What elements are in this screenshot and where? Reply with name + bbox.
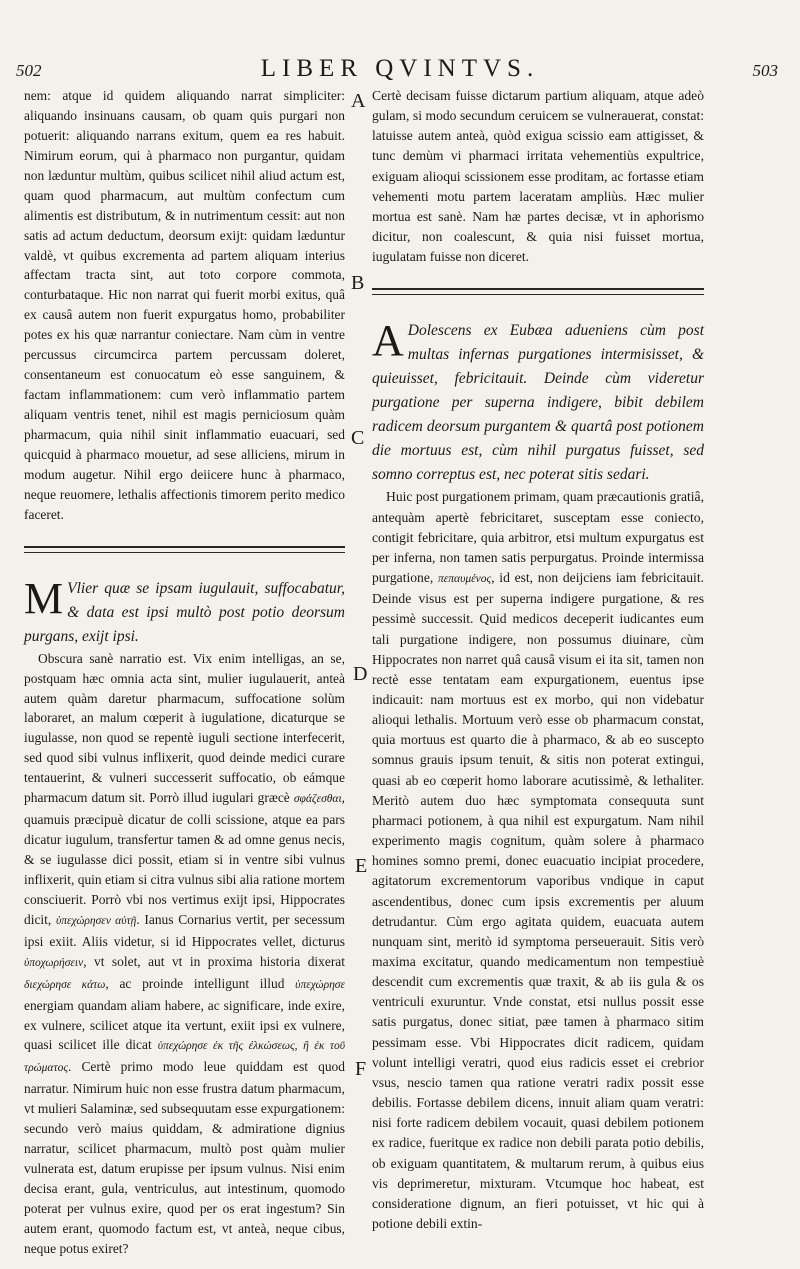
section-rule	[24, 541, 345, 561]
running-header	[14, 55, 786, 83]
drop-cap: A	[372, 316, 404, 366]
margin-marker-e: E	[355, 855, 368, 877]
greek-term: πεπαυμένος	[438, 573, 492, 586]
margin-marker-c: C	[351, 427, 365, 449]
margin-marker-d: D	[353, 663, 368, 685]
greek-term: ὑπεχώρησεν αὐτῇ	[55, 914, 137, 927]
lemma-body: Vlier quæ se ipsam iugulauit, suffocabatur, & data est ipsi multò post potio deorsum purgans, exijt ipsi.	[24, 579, 345, 645]
greek-term: σφάζεσθαι	[293, 793, 342, 806]
greek-term: διεχώρησε κάτω	[24, 978, 106, 991]
lemma-body: Dolescens ex Eubæa adueniens cùm post multas infernas purgationes intermisisset, & quieuisset, febricitauit. Deinde cùm videretur purgatione per superna indigere, bibit debilem radicem deorsum purgantem & quartâ post potionem die mortuus est, cùm nihil purgatus fuisset, sed somno correptus est, nec poterat sitis sedari.	[372, 322, 704, 484]
margin-marker-a: A	[351, 90, 366, 112]
greek-term: ὑπεχώρησε	[295, 978, 346, 991]
commentary-paragraph: nem: atque id quidem aliquando narrat simpliciter: aliquando insinuans causam, ob quam quis purgari non potuerit: aliquando narrans exitum, quem ea res habuit. Nimirum eorum, qui à pharmaco non purgantur, quidam non læduntur multùm, quibus scilicet nihil aliud actum est, quam quod pharmacum, aut multùm confectum cum alimentis est distributum, & in nutrimentum cessit: aut non satis ad actum deductum, deorsum exijt: quidam læduntur valdè, vt quibus excrementa ad partem aliquam interius affectam tracta sint, aut toto corpore commota, conturbataque. Hic non narrat qui fuerit morbi exitus, quâ ex causâ autem non fuerit expurgatus homo, probabiliter potes ex his quæ narrantur coniectare. Nam cùm in ventre percussus circumcirca partem percussam doleret, consentaneum est conuocatum eò esse sanguinem, & factam inflammationem: cum verò inflammatio partem aliquam ventris tenet, nihil est magis perniciosum quàm pharmacum, quia nihil sinit inflammatio euacuari, sed quicquid à pharmaco mouetur, ad sese alliciens, mirum in modum augetur. Nihil ergo deiicere hunc à pharmaco, neque reuomere, lethalis affectionis timorem perito medico faceret.	[24, 88, 345, 522]
left-column	[24, 86, 345, 1259]
lemma-text	[372, 316, 704, 487]
greek-term: ὑποχωρήσειν	[24, 956, 84, 969]
drop-cap: M	[24, 573, 64, 623]
page-number-right: 503	[752, 61, 778, 80]
commentary-paragraph: Certè decisam fuisse dictarum partium aliquam, atque adeò gulam, si modo secundum ceruicem se vulnerauerat, constat: latuisse autem anteà, quòd exigua scissio eam attigisset, & tunc demùm vi pharmaci irritata vehementiùs expultrice, exiguam alioqui scissionem esse proditam, ac fortasse etiam vehementi motu partem laceratam ampliùs. Hæc mulier mortua est sanè. Nam hæ partes decisæ, vt in aphorismo dicitur, non coalescunt, & quia nisi fuisset mortua, iugulatam fuisse non diceret.	[372, 88, 704, 265]
commentary-paragraph: Obscura sanè narratio est. Vix enim intelligas, an se, postquam hæc omnia acta sint, mulier iugulauerit, anteà autem quàm daretur pharmacum, suffocatione solùm laboraret, an malum cœperit à iugulatione, dicaturque se iugulasse, non quod se repentè iuguli sectione interfecerit, sed quod sibi vulnus inflixerit, quod deinde medici curare tentauerint, & vulneri successerit suffocatio, ob eámque pharmacum datum sit. Porrò illud iugulari græcè σφάζεσθαι, quamuis præcipuè dicatur de colli scissione, atque ea pars dicatur iugulum, transfertur tamen & ad omne genus necis, & se iugulasse dici possit, etiam si in ventre sibi vulnus inflixerit, quin etiam si citra vulnus sibi alia ratione mortem consciuerit. Porrò vbi nos vertimus exijt ipsi, Hippocrates dicit, ὑπεχώρησεν αὐτῇ. Ianus Cornarius vertit, per secessum ipsi exiit. Aliis videtur, si id Hippocrates vellet, dicturus ὑποχωρήσειν, vt solet, aut vt in proxima historia dixerat διεχώρησε κάτω, ac proinde intelligunt illud ὑπεχώρησε energiam quandam aliam habere, ac significare, inde exire, ex vulnere, scilicet atque ita vertunt, exiit ipsi ex vulnere, quasi scilicet ille dicat ὑπεχώρησε ἐκ τῆς ἐλκώσεως, ἢ ἐκ τοῦ τρώματος. Certè primo modo leue quiddam est quod narratur. Nimirum huic non esse frustra datum pharmacum, vt mulieri Salaminæ, sed subsequutam esse expurgationem: secundo verò maius quiddam, & admiratione dignius narratur, scilicet pharmacum, multò post quàm mulier vulnerata est, datum erupisse per ipsum vulnus. Nisi enim decisa erant, gula, ventriculus, aut intestinum, quomodo poterat per vulnus exire, quod per os erat ingestum? Sin autem erant, quomodo factum est, vt anteà, neque cibus, neque potus exiret?	[24, 650, 346, 1256]
right-column	[372, 86, 704, 1234]
greek-term: ὑπεχώρησε ἐκ τῆς ἐλκώσεως, ἢ ἐκ τοῦ τρώματος	[24, 1040, 345, 1075]
commentary-paragraph: Huic post purgationem primam, quam præcautionis gratiâ, antequàm apertè febricitaret, susceptam esse coniecto, contigit febricitare, quia arbitror, etsi multum expurgatus est per inferna, non tamen satis perpurgatus. Proinde intermissa purgatione, πεπαυμένος, id est, non deijciens iam febricitauit. Deinde visus est per superna indigere purgatione, & res pessimè successit. Quid medicos deceperit iudicantes eum tali purgatione indigere, non possumus diuinare, cùm Hippocrates non narret quâ causâ visum ei ita sit, tamen non rectè esse tentatam eam expurgationem, euentus ipse indicauit: nam mortuus est ex morbo, qui non videbatur alioqui lethalis. Mortuum verò esse ob pharmacum constat, quia mortuus est quarto die à pharmaco, & ab eo suscepto somnus grauis ipsum tenuit, & sitis non poterat extingui, quasi ab eo cœperit homo laborare acutissimè, & lethaliter. Meritò autem duo hæc symptomata consequuta sunt pharmaci potionem, à qua nihil est expurgatum. Nam nihil experimento magis cognitum, quàm solere à pharmaco homines somno premi, donec euacuatio incipiat procedere, agitatorum excrementorum vaporibus vndique in caput ascendentibus, donec cum ipsis excrementis per aluum detrudantur. Cùm ergo agitata quidem, euacuata autem nunquam sint, meritò id symptoma perseuerauit. Sitis verò maxima excitatur, quando medicamentum non tempestiuè descendit cum excrementis quæ traxit, & ab iis gula & os ventriculi exuruntur. Vnde constat, etsi nullus possit esse satis purgatus, donec sitiat, pæe tamen à pharmaco sitim pessimam esse. Vbi Hippocrates dicit radicem, quidam volunt intelligi veratri, quod eius radicis esset ei crebrior vsus, nescio tamen qua ratione veratri radix possit esse debilis. Fortasse debilem dicens, innuit aliam quam veratri: nisi forte radicem debilem vocauit, quasi debilem potionem ex radice, fueritque ex radice non debili parata potio debilis, ob exiguam quantitatem, & multarum rerum, à quibus eius vis deprimeretur, mixturam. Vtcumque hoc habeat, est consideratione dignum, an fieri potuisset, vt hic qui à potione debili extin-	[372, 489, 704, 1232]
page-number-left: 502	[16, 61, 42, 80]
section-rule	[372, 283, 704, 303]
margin-marker-f: F	[355, 1058, 367, 1080]
lemma-text	[24, 573, 345, 649]
margin-marker-b: B	[351, 272, 365, 294]
running-title: LIBER QVINTVS.	[260, 55, 540, 82]
